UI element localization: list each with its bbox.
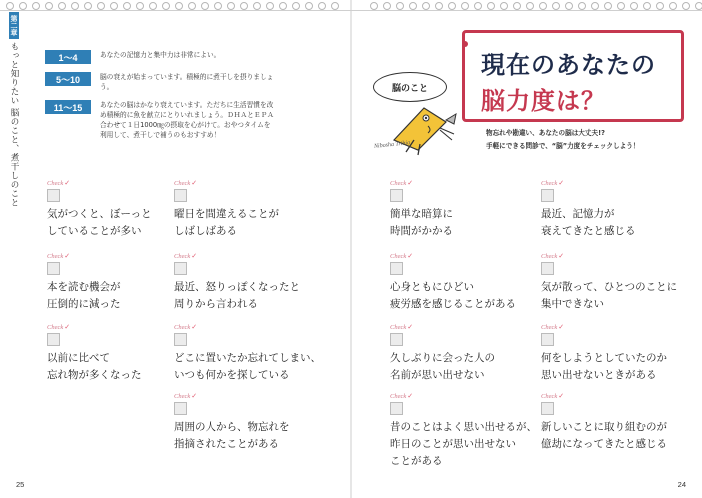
binding-ring xyxy=(19,2,27,10)
gutter xyxy=(350,0,352,498)
checkbox[interactable] xyxy=(174,333,187,346)
checklist-item-text: どこに置いたか忘れてしまい、 いつも何かを探している xyxy=(174,352,321,381)
check-label xyxy=(174,180,334,187)
binding-ring xyxy=(123,2,131,10)
page-title-line2: 脳力度は？ xyxy=(481,87,606,115)
score-description: 脳の衰えが始まっています。積極的に煮干しを摂りましょう。 xyxy=(100,73,274,91)
check-label xyxy=(174,324,334,331)
check-label-text: Check xyxy=(390,253,407,260)
binding-ring xyxy=(500,2,508,10)
check-label xyxy=(541,324,701,331)
binding-ring xyxy=(45,2,53,10)
chapter-title: もっと知りたい 脳のこと、煮干しのこと xyxy=(9,42,19,208)
binding-ring xyxy=(643,2,651,10)
checklist-item xyxy=(541,180,701,240)
page-title-line1: 現在のあなたの xyxy=(481,51,656,79)
mascot-caption: Nibosha Tribia xyxy=(373,140,411,150)
checklist-item-text: 簡単な暗算に 時間がかかる xyxy=(390,208,453,237)
subtitle-line1: 物忘れや勘違い、あなたの脳は大丈夫!? xyxy=(486,129,605,137)
binding-ring xyxy=(630,2,638,10)
binding-ring xyxy=(240,2,248,10)
checklist-item xyxy=(541,253,701,313)
page-number-right: 24 xyxy=(677,480,686,489)
checkbox[interactable] xyxy=(47,262,60,275)
check-label xyxy=(174,393,334,400)
binding-ring xyxy=(97,2,105,10)
check-label-text: Check xyxy=(47,253,64,260)
checkmark-icon: ✓ xyxy=(64,179,71,187)
binding-ring xyxy=(487,2,495,10)
page-edge xyxy=(0,10,702,11)
binding-ring xyxy=(162,2,170,10)
checklist-item xyxy=(390,253,550,313)
binding-ring xyxy=(539,2,547,10)
check-label-text: Check xyxy=(174,324,191,331)
binding-ring xyxy=(461,2,469,10)
checkmark-icon: ✓ xyxy=(558,392,565,400)
checkbox[interactable] xyxy=(390,262,403,275)
checkbox[interactable] xyxy=(47,189,60,202)
binding-ring xyxy=(617,2,625,10)
checklist-item-text: 曜日を間違えることが しばしばある xyxy=(174,208,279,237)
check-label xyxy=(541,393,701,400)
checklist-item xyxy=(174,253,334,313)
binding-ring xyxy=(383,2,391,10)
subtitle-line2: 手軽にできる問診で、“脳”力度をチェックしよう！ xyxy=(486,142,640,150)
binding-ring xyxy=(71,2,79,10)
check-label-text: Check xyxy=(390,324,407,331)
legend-row xyxy=(45,100,275,140)
score-description: あなたの記憶力と集中力は非常によい。 xyxy=(100,51,221,59)
check-label xyxy=(541,180,701,187)
checkmark-icon: ✓ xyxy=(191,179,198,187)
binding-ring xyxy=(656,2,664,10)
binding-ring xyxy=(578,2,586,10)
subtitle xyxy=(486,127,686,153)
binding-ring xyxy=(6,2,14,10)
check-label-text: Check xyxy=(390,393,407,400)
checklist-item-text: 以前に比べて 忘れ物が多くなった xyxy=(47,352,142,381)
binding-ring xyxy=(370,2,378,10)
binding-ring xyxy=(318,2,326,10)
binding-ring xyxy=(669,2,677,10)
binding-ring xyxy=(227,2,235,10)
binding-ring xyxy=(448,2,456,10)
binding-ring xyxy=(214,2,222,10)
score-range-badge: 1〜4 xyxy=(45,50,91,64)
chapter-tab xyxy=(9,12,23,207)
binding-ring xyxy=(591,2,599,10)
binding-ring xyxy=(175,2,183,10)
checkbox[interactable] xyxy=(390,402,403,415)
checklist-item xyxy=(390,393,550,470)
binding-ring xyxy=(604,2,612,10)
checkmark-icon: ✓ xyxy=(64,252,71,260)
checkmark-icon: ✓ xyxy=(558,179,565,187)
checkmark-icon: ✓ xyxy=(407,392,414,400)
checkbox[interactable] xyxy=(541,262,554,275)
binding-ring xyxy=(552,2,560,10)
score-range-badge: 11〜15 xyxy=(45,100,91,114)
checkbox[interactable] xyxy=(174,189,187,202)
binding-ring xyxy=(396,2,404,10)
checkbox[interactable] xyxy=(390,333,403,346)
check-label-text: Check xyxy=(390,180,407,187)
checkbox[interactable] xyxy=(541,402,554,415)
check-label xyxy=(541,253,701,260)
binding-ring xyxy=(474,2,482,10)
check-label xyxy=(390,253,550,260)
binding-ring xyxy=(409,2,417,10)
binding-ring xyxy=(279,2,287,10)
checklist-item-text: 新しいことに取り組むのが 億劫になってきたと感じる xyxy=(541,421,667,450)
checklist-item xyxy=(174,324,334,384)
check-label-text: Check xyxy=(174,393,191,400)
page-number-left: 25 xyxy=(16,480,25,489)
checkbox[interactable] xyxy=(47,333,60,346)
score-legend xyxy=(45,50,275,148)
check-label xyxy=(174,253,334,260)
checkmark-icon: ✓ xyxy=(407,323,414,331)
checklist-item-text: 周囲の人から、物忘れを 指摘されたことがある xyxy=(174,421,290,450)
check-label-text: Check xyxy=(541,324,558,331)
binding-ring xyxy=(253,2,261,10)
chapter-number: 第二章 xyxy=(9,12,19,39)
checklist-item-text: 本を読む機会が 圧倒的に減った xyxy=(47,281,121,310)
check-label xyxy=(390,324,550,331)
checklist-item xyxy=(390,324,550,384)
check-label-text: Check xyxy=(47,324,64,331)
binding-ring xyxy=(331,2,339,10)
legend-row xyxy=(45,50,275,64)
binding-ring xyxy=(682,2,690,10)
checkmark-icon: ✓ xyxy=(191,252,198,260)
binding-ring xyxy=(513,2,521,10)
binding-ring xyxy=(526,2,534,10)
checkmark-icon: ✓ xyxy=(191,323,198,331)
checklist-item-text: 久しぶりに会った人の 名前が思い出せない xyxy=(390,352,495,381)
checklist-item-text: 最近、怒りっぽくなったと 周りから言われる xyxy=(174,281,300,310)
checkbox[interactable] xyxy=(541,189,554,202)
topic-speech-bubble: 脳のこと xyxy=(373,72,447,102)
checkmark-icon: ✓ xyxy=(558,252,565,260)
title-panel xyxy=(462,30,684,122)
binding-ring xyxy=(136,2,144,10)
checkbox[interactable] xyxy=(174,262,187,275)
checkbox[interactable] xyxy=(174,402,187,415)
binding-ring xyxy=(201,2,209,10)
checkmark-icon: ✓ xyxy=(558,323,565,331)
binding-ring xyxy=(435,2,443,10)
checkmark-icon: ✓ xyxy=(407,252,414,260)
checklist-item-text: 気がつくと、ぼーっと していることが多い xyxy=(47,208,152,237)
checklist-item xyxy=(541,324,701,384)
binding-ring xyxy=(266,2,274,10)
checkbox[interactable] xyxy=(390,189,403,202)
check-label xyxy=(390,180,550,187)
legend-row xyxy=(45,72,275,92)
checklist-item xyxy=(390,180,550,240)
binding-ring xyxy=(565,2,573,10)
binding-ring xyxy=(188,2,196,10)
binding-ring xyxy=(32,2,40,10)
binding-ring xyxy=(110,2,118,10)
check-label-text: Check xyxy=(47,180,64,187)
checklist-item xyxy=(541,393,701,453)
checkmark-icon: ✓ xyxy=(191,392,198,400)
check-label-text: Check xyxy=(541,393,558,400)
checkmark-icon: ✓ xyxy=(407,179,414,187)
binding-ring xyxy=(149,2,157,10)
score-description: あなたの脳はかなり衰えています。ただちに生活習慣を改め積極的に魚を献立にとりいれましょう。ＤＨＡとＥＰＡ合わせて１日1000㎎の摂取を心がけて。おやつタイムを利用して、煮干しで補うのもおすすめ！ xyxy=(100,101,274,139)
checklist-item-text: 昔のことはよく思い出せるが、 昨日のことが思い出せない ことがある xyxy=(390,421,537,467)
binding-ring xyxy=(58,2,66,10)
checkmark-icon: ✓ xyxy=(64,323,71,331)
checklist-item xyxy=(174,393,334,453)
binding-ring xyxy=(292,2,300,10)
checklist-item-text: 何をしようとしていたのか 思い出せないときがある xyxy=(541,352,667,381)
check-label-text: Check xyxy=(174,253,191,260)
check-label xyxy=(390,393,550,400)
checklist-item-text: 最近、記憶力が 衰えてきたと感じる xyxy=(541,208,636,237)
check-label-text: Check xyxy=(541,253,558,260)
binding-ring xyxy=(84,2,92,10)
checklist-item xyxy=(174,180,334,240)
check-label-text: Check xyxy=(541,180,558,187)
check-label-text: Check xyxy=(174,180,191,187)
score-range-badge: 5〜10 xyxy=(45,72,91,86)
binding-ring xyxy=(695,2,702,10)
checkbox[interactable] xyxy=(541,333,554,346)
binding-ring xyxy=(422,2,430,10)
checklist-item-text: 気が散って、ひとつのことに 集中できない xyxy=(541,281,678,310)
binding-ring xyxy=(305,2,313,10)
checklist-item-text: 心身ともにひどい 疲労感を感じることがある xyxy=(390,281,516,310)
